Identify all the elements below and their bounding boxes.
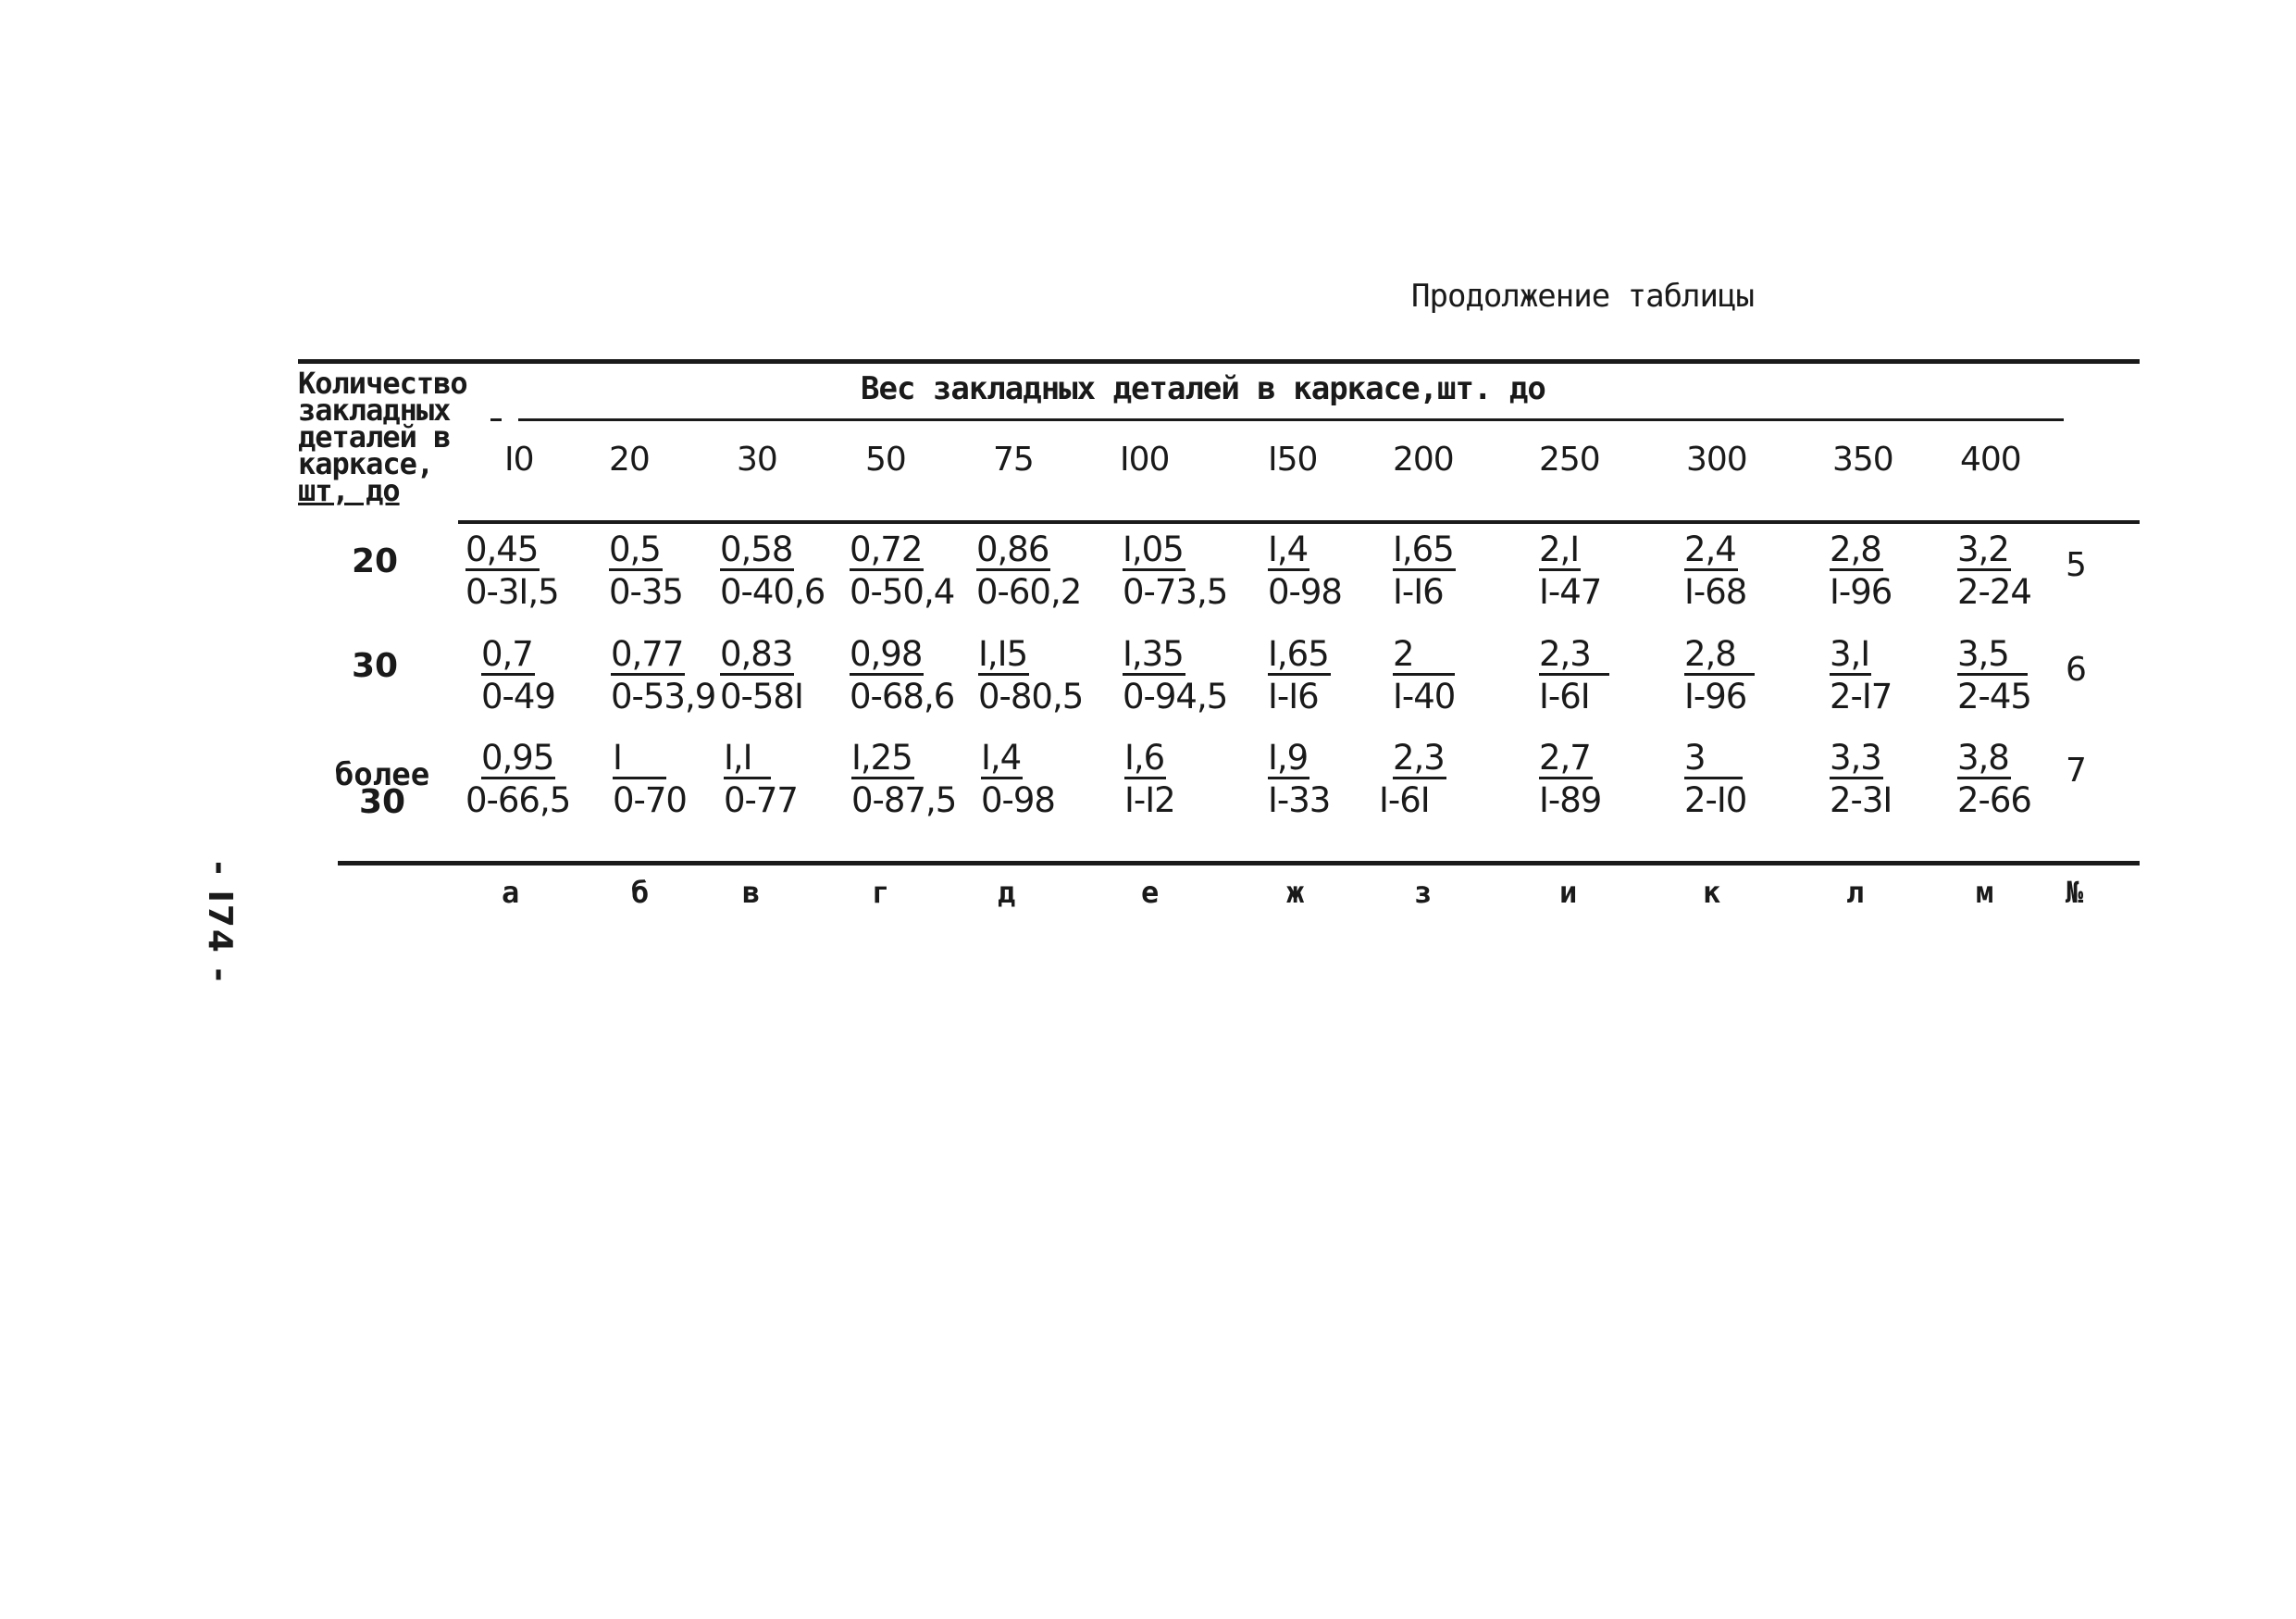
cell-bottom: I-I6 (1393, 572, 1444, 612)
cell-top: I,05 (1123, 529, 1184, 569)
cell-top: I,9 (1268, 738, 1309, 778)
cell (976, 529, 1081, 614)
cell-bottom: 0-49 (481, 677, 555, 716)
cell (465, 529, 559, 614)
cell-bottom: 2-I7 (1830, 677, 1893, 716)
row-header-line: деталей в (298, 419, 451, 455)
cell (978, 634, 1083, 718)
col-letter: л (1846, 875, 1865, 910)
cell (1830, 529, 1892, 614)
row-label (333, 542, 416, 580)
cell (465, 738, 570, 822)
col-letter: в (742, 875, 761, 910)
col-head: I50 (1268, 441, 1318, 479)
row-header-line: Количество (298, 366, 467, 401)
cell-bottom: I-96 (1684, 677, 1747, 716)
cell-top: 2,4 (1684, 529, 1736, 569)
cell (1124, 738, 1175, 822)
col-letter: д (998, 875, 1016, 910)
cell (481, 634, 555, 718)
cell-bottom: 0-53,9 (611, 677, 716, 716)
cell-bottom: I-6I (1379, 780, 1430, 820)
col-letter: е (1141, 875, 1160, 910)
cell-bottom: 0-70 (613, 780, 687, 820)
top-rule (298, 359, 2140, 364)
cell-top: I,25 (851, 738, 912, 778)
cell-top: 0,45 (465, 529, 539, 569)
cell-bottom: I-6I (1539, 677, 1590, 716)
cell-top: 0,86 (976, 529, 1049, 569)
cell (1123, 529, 1227, 614)
cell (1830, 738, 1892, 822)
cell-bottom: 0-87,5 (851, 780, 957, 820)
cell-bottom: 0-98 (1268, 572, 1342, 612)
col-letter: к (1703, 875, 1721, 910)
row-header-line: закладных (298, 392, 451, 428)
cell (981, 738, 1055, 822)
cell-bottom: I-33 (1268, 780, 1331, 820)
cell-bottom: 0-73,5 (1123, 572, 1228, 612)
cell-top: 0,58 (720, 529, 793, 569)
cell (613, 738, 687, 822)
group-header: Вес закладных деталей в каркасе,шт. до (861, 370, 1545, 407)
cell-top: 0,72 (850, 529, 923, 569)
cell (1539, 634, 1609, 718)
cell-top: 2,8 (1830, 529, 1881, 569)
cell-top: 3,5 (1957, 636, 2028, 676)
col-head: 300 (1686, 441, 1747, 479)
cell (1539, 738, 1601, 822)
col-letter: з (1414, 875, 1433, 910)
cell-bottom: I-89 (1539, 780, 1602, 820)
cell-bottom: 2-24 (1957, 572, 2031, 612)
col-head: 350 (1832, 441, 1893, 479)
cell (850, 634, 954, 718)
cell-top: I,35 (1123, 634, 1184, 674)
col-head: 75 (993, 441, 1034, 479)
row-header-line: каркасе, (298, 446, 434, 481)
cell-bottom: I-96 (1830, 572, 1893, 612)
cell-bottom: 0-40,6 (720, 572, 825, 612)
row-label-text: 20 (351, 542, 399, 580)
bottom-rule (338, 861, 2140, 866)
cell (1684, 634, 1755, 718)
cell (1268, 634, 1331, 718)
row-label-text: 30 (358, 783, 406, 821)
cell (1684, 529, 1746, 614)
cell-bottom: 2-3I (1830, 780, 1893, 820)
cell (1268, 529, 1342, 614)
cell-bottom: 0-66,5 (465, 780, 571, 820)
row-label-text: более (334, 756, 430, 793)
cell-top: 0,95 (481, 738, 554, 778)
column-number-label: № (2066, 875, 2084, 910)
header-dash (490, 418, 502, 421)
cell-bottom: I-40 (1393, 677, 1456, 716)
cell-bottom: I-47 (1539, 572, 1602, 612)
cell (609, 529, 683, 614)
cell-bottom: 0-35 (609, 572, 683, 612)
cell-top: I,4 (981, 738, 1022, 778)
row-label (331, 756, 433, 821)
cell (1957, 529, 2031, 614)
cell-bottom: 0-68,6 (850, 677, 955, 716)
cell (1957, 634, 2031, 718)
cell (720, 634, 803, 718)
cell (1268, 738, 1330, 822)
col-head: I0 (504, 441, 534, 479)
col-letter: б (631, 875, 650, 910)
cell-bottom: 0-3I,5 (465, 572, 559, 612)
cell-top: 2,3 (1539, 636, 1609, 676)
col-head: 50 (865, 441, 906, 479)
row-header-line: шт, до (298, 473, 400, 508)
col-head: 20 (609, 441, 650, 479)
cell (720, 529, 825, 614)
cell-bottom: 0-50,4 (850, 572, 955, 612)
header-bottom-rule (458, 520, 2140, 524)
col-head: 30 (737, 441, 777, 479)
cell-top: 3,I (1830, 634, 1870, 674)
col-letter: ж (1286, 875, 1305, 910)
cell-bottom: 0-77 (724, 780, 798, 820)
col-head: 250 (1539, 441, 1600, 479)
cell-bottom: 2-45 (1957, 677, 2031, 716)
group-rule (518, 418, 2064, 421)
col-letter: г (872, 875, 890, 910)
col-head: 200 (1393, 441, 1454, 479)
row-label-text: 30 (351, 647, 399, 685)
cell-top: I,6 (1124, 738, 1165, 778)
cell-top: 3,3 (1830, 738, 1881, 778)
cell (1539, 529, 1601, 614)
row-header (298, 366, 467, 508)
cell-top: I,65 (1393, 529, 1454, 569)
col-head: I00 (1120, 441, 1170, 479)
row-number: 7 (2066, 752, 2087, 790)
cell (850, 529, 954, 614)
cell (724, 738, 798, 822)
cell (1123, 634, 1227, 718)
cell-bottom: 2-66 (1957, 780, 2031, 820)
cell-bottom: 2-I0 (1684, 780, 1747, 820)
col-head: 400 (1960, 441, 2021, 479)
cell (1684, 738, 1746, 822)
cell-top: I,4 (1268, 529, 1309, 569)
cell-top: 0,83 (720, 634, 793, 674)
cell-bottom: I-68 (1684, 572, 1747, 612)
cell-bottom: 0-98 (981, 780, 1055, 820)
cell (1393, 634, 1455, 718)
cell-top: 2 (1393, 636, 1455, 676)
cell-top: 0,7 (481, 634, 533, 674)
cell (851, 738, 956, 822)
cell-top: 3,2 (1957, 529, 2009, 569)
cell-bottom: I-I6 (1268, 677, 1319, 716)
cell-top: 2,I (1539, 529, 1580, 569)
cell-top: 2,3 (1393, 738, 1445, 778)
table-caption: Продолжение таблицы (1411, 278, 1754, 315)
cell-top: I,I (724, 740, 771, 779)
cell (1393, 529, 1456, 614)
cell (1830, 634, 1892, 718)
cell-top: 0,98 (850, 634, 923, 674)
cell-top: 0,77 (611, 634, 684, 674)
col-letter: м (1976, 875, 1994, 910)
cell-bottom: 0-60,2 (976, 572, 1082, 612)
cell-bottom: 0-80,5 (978, 677, 1084, 716)
cell-top: 2,8 (1684, 636, 1755, 676)
page-number: - I74 - (201, 861, 239, 984)
cell-top: I,65 (1268, 634, 1329, 674)
cell-top: 2,7 (1539, 738, 1591, 778)
cell (1379, 738, 1446, 822)
cell-bottom: 0-94,5 (1123, 677, 1228, 716)
col-letter: и (1559, 875, 1578, 910)
row-number: 6 (2066, 651, 2087, 689)
row-label (333, 647, 416, 685)
cell-bottom: I-I2 (1124, 780, 1175, 820)
cell-top: 3,8 (1957, 738, 2009, 778)
row-number: 5 (2066, 546, 2087, 584)
cell-top: 3 (1684, 740, 1743, 779)
cell (1957, 738, 2031, 822)
cell (611, 634, 715, 718)
cell-top: I (613, 740, 666, 779)
cell-top: I,I5 (978, 634, 1028, 674)
cell-top: 0,5 (609, 529, 661, 569)
cell-bottom: 0-58I (720, 677, 803, 716)
col-letter: а (502, 875, 520, 910)
